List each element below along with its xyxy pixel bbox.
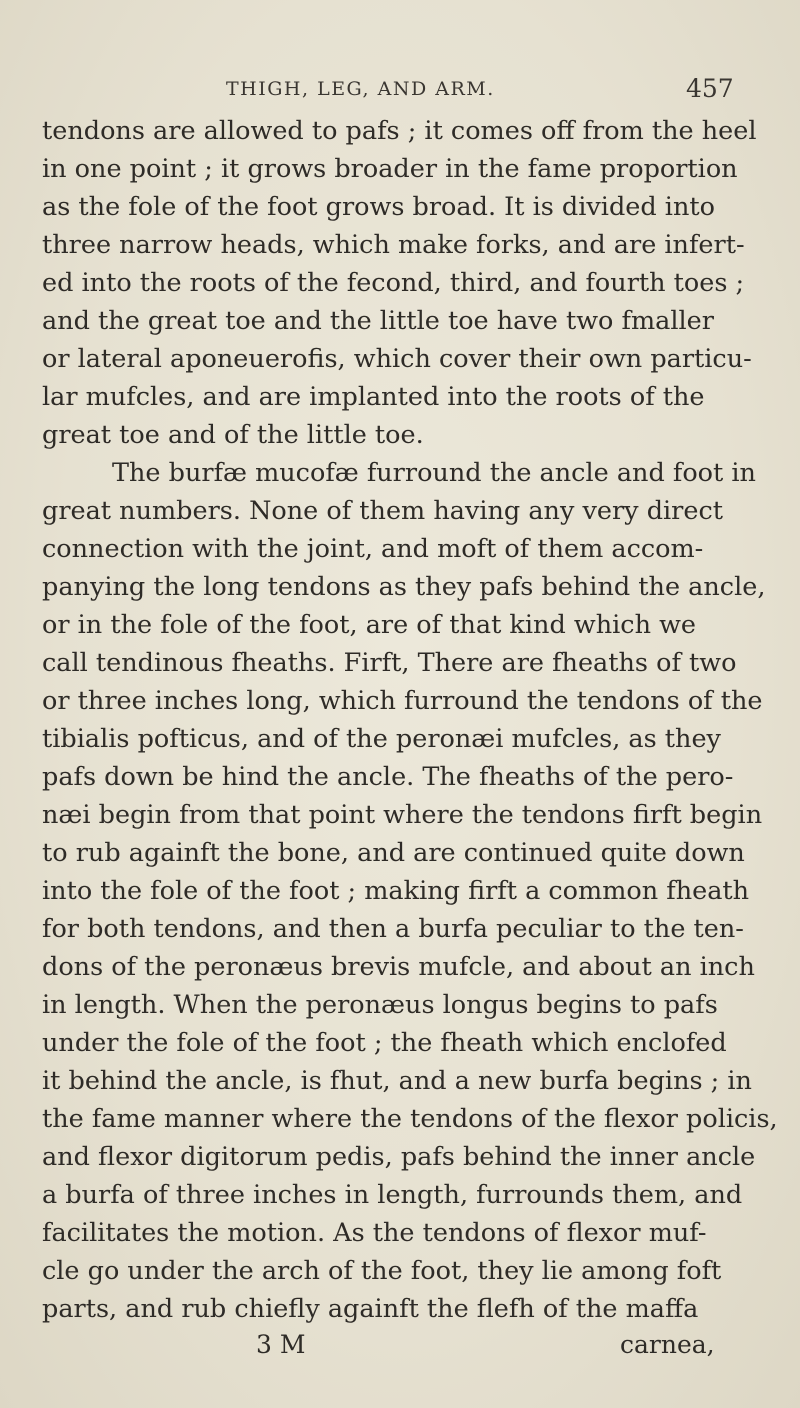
text-line: and flexor digitorum pedis, pafs behind the inner ancle — [42, 1142, 756, 1172]
text-line: it behind the ancle, is fhut, and a new burfa begins ; in — [42, 1066, 752, 1096]
text-line: panying the long tendons as they pafs behind the ancle, — [42, 572, 766, 602]
text-line: or lateral aponeuerofis, which cover their own particu- — [42, 344, 752, 374]
text-line: or in the fole of the foot, are of that kind which we — [42, 610, 697, 640]
text-line: and the great toe and the little toe have two fmaller — [42, 306, 714, 336]
text-line: under the fole of the foot ; the fheath which enclofed — [42, 1028, 727, 1058]
text-line: into the fole of the foot ; making firft a common fheath — [42, 876, 750, 906]
paragraph-start-line: The burfæ mucofæ furround the ancle and foot in — [112, 458, 756, 488]
text-line: ed into the roots of the fecond, third, and fourth toes ; — [42, 268, 745, 298]
signature-mark: 3 M — [256, 1330, 306, 1359]
text-line: in length. When the peronæus longus begins to pafs — [42, 990, 718, 1020]
text-line: parts, and rub chiefly againft the flefh of the maffa — [42, 1294, 699, 1324]
running-head: THIGH, LEG, AND ARM. — [226, 78, 495, 100]
text-line: as the fole of the foot grows broad. It is divided into — [42, 192, 715, 222]
text-line: lar mufcles, and are implanted into the roots of the — [42, 382, 705, 412]
text-line: the fame manner where the tendons of the flexor policis, — [42, 1104, 778, 1134]
text-line: connection with the joint, and moft of them accom- — [42, 534, 704, 564]
text-line: tibialis pofticus, and of the peronæi mufcles, as they — [42, 724, 721, 754]
text-line: great toe and of the little toe. — [42, 420, 424, 450]
text-line: a burfa of three inches in length, furrounds them, and — [42, 1180, 743, 1210]
text-line: for both tendons, and then a burfa peculiar to the ten- — [42, 914, 744, 944]
body-text — [42, 112, 790, 1328]
text-line: pafs down be hind the ancle. The fheaths of the pero- — [42, 762, 734, 792]
page-number: 457 — [686, 74, 734, 103]
text-line: tendons are allowed to pafs ; it comes off from the heel — [42, 116, 757, 146]
text-line: facilitates the motion. As the tendons of flexor muf- — [42, 1218, 707, 1248]
text-line: dons of the peronæus brevis mufcle, and about an inch — [42, 952, 755, 982]
catchword: carnea, — [620, 1330, 715, 1359]
text-line: call tendinous fheaths. Firft, There are fheaths of two — [42, 648, 737, 678]
text-line: great numbers. None of them having any very direct — [42, 496, 723, 526]
text-line: or three inches long, which furround the tendons of the — [42, 686, 763, 716]
text-line: næi begin from that point where the tendons firft begin — [42, 800, 763, 830]
text-line: three narrow heads, which make forks, and are infert- — [42, 230, 745, 260]
text-line: to rub againft the bone, and are continued quite down — [42, 838, 745, 868]
text-line: in one point ; it grows broader in the fame proportion — [42, 154, 738, 184]
text-line: cle go under the arch of the foot, they lie among foft — [42, 1256, 722, 1286]
page-footer — [0, 1330, 800, 1370]
